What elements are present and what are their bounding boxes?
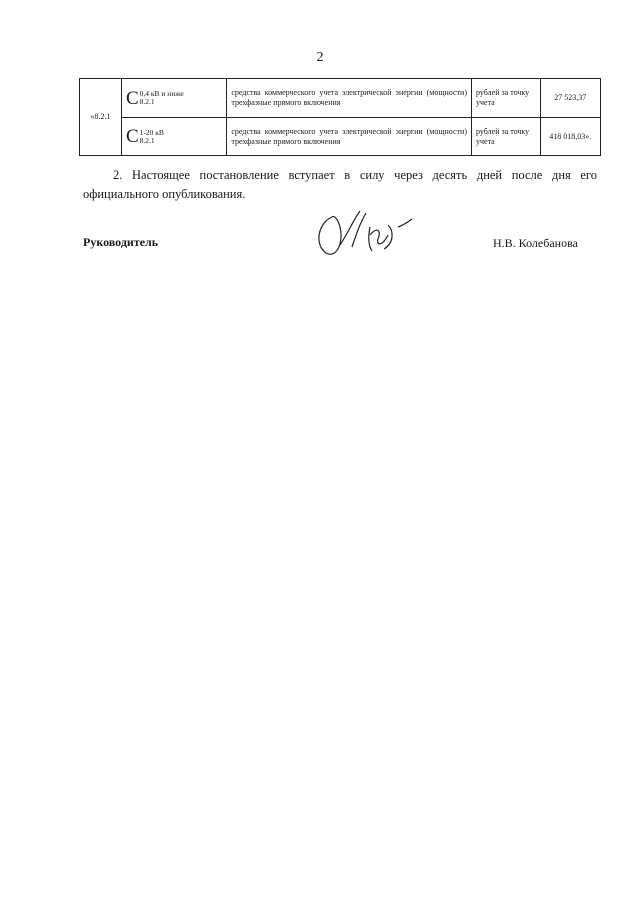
signature-icon (310, 205, 425, 260)
symbol-cell (121, 118, 226, 156)
tariff-symbol (126, 89, 184, 108)
value-cell: 418 018,03». (540, 118, 600, 156)
symbol-superscript: 0,4 кВ и ниже (139, 89, 184, 98)
symbol-superscript: 1-20 кВ (139, 127, 164, 137)
symbol-indices (140, 90, 184, 106)
signer-title: Руководитель (83, 235, 159, 249)
value-cell: 27 523,37 (540, 79, 600, 118)
table-row (80, 118, 601, 156)
symbol-cell (121, 79, 226, 118)
symbol-subscript: 8.2.1 (139, 97, 155, 106)
symbol-letter: C (125, 126, 139, 147)
description-cell: средства коммерческого учета электрической энергии (мощности) трехфазные прямого включения (227, 118, 472, 156)
tariff-table (79, 78, 601, 156)
symbol-letter: C (125, 87, 139, 109)
group-code-cell: «8.2.1 (80, 79, 122, 156)
symbol-indices (140, 129, 164, 145)
unit-cell: рублей за точку учета (472, 79, 541, 118)
symbol-subscript: 8.2.1 (139, 135, 155, 145)
signer-name: Н.В. Колебанова (493, 236, 578, 250)
unit-cell: рублей за точку учета (472, 118, 541, 156)
table-row (80, 79, 601, 118)
effective-date-paragraph: 2. Настоящее постановление вступает в силу через десять дней после дня его официального опубликования. (83, 168, 597, 201)
tariff-symbol (126, 127, 164, 146)
page-number: 2 (316, 50, 324, 65)
description-cell: средства коммерческого учета электрической энергии (мощности) трехфазные прямого включения (227, 79, 472, 118)
